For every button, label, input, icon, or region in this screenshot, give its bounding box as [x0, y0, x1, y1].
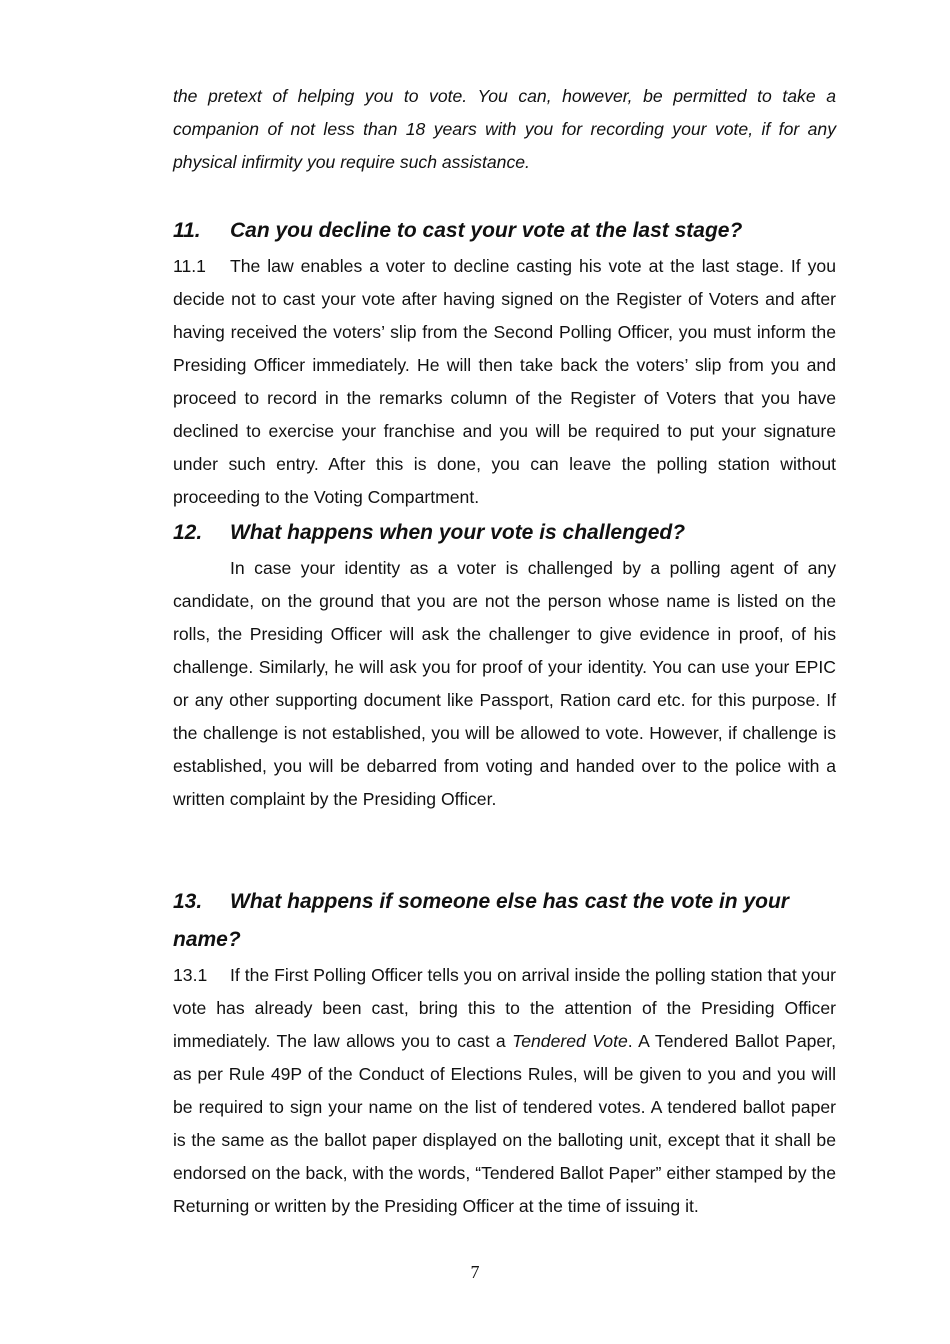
- section-12-paragraph: In case your identity as a voter is challenged by a polling agent of any candidate, on the ground that you are not the person whose name is listed on the rolls, the Presiding Officer will ask the challenger to give evidence in proof, of his challenge. Similarly, he will ask you for proof of your identity. You can use your EPIC or any other supporting document like Passport, Ration card etc. for this purpose. If the challenge is not established, you will be allowed to vote. However, if challenge is established, you will be debarred from voting and handed over to the police with a written complaint by the Presiding Officer.: [173, 558, 836, 809]
- section-12-number: 12.: [173, 521, 203, 544]
- page-number: 7: [470, 1262, 480, 1282]
- intro-section: [173, 80, 836, 179]
- section-12-title: What happens when your vote is challenged?: [230, 521, 686, 544]
- section-13: [173, 883, 836, 1223]
- section-13-title: What happens if someone else has cast the vote in your name?: [173, 890, 789, 951]
- section-11-heading: [173, 212, 836, 250]
- tendered-vote-term: Tendered Vote: [512, 1031, 628, 1051]
- section-12-heading: [173, 514, 836, 552]
- section-12: [173, 514, 836, 816]
- section-11-subnumber: 11.1: [173, 256, 206, 276]
- section-11-number: 11.: [173, 219, 201, 242]
- section-11-paragraph: [173, 250, 836, 514]
- section-11-text: The law enables a voter to decline casting his vote at the last stage. If you decide not to cast your vote after having signed on the Register of Voters and after having received the voters’ slip from the Second Polling Officer, you must inform the Presiding Officer immediately. He will then take back the voters’ slip from you and proceed to record in the remarks column of the Register of Voters that you have declined to exercise your franchise and you will be required to put your signature under such entry. After this is done, you can leave the polling station without proceeding to the Voting Compartment.: [173, 256, 836, 507]
- section-13-heading: [173, 883, 836, 959]
- section-13-text-after: . A Tendered Ballot Paper, as per Rule 49P of the Conduct of Elections Rules, will be given to you and you will be required to sign your name on the list of tendered votes. A tendered ballot paper is the same as the ballot paper displayed on the balloting unit, except that it shall be endorsed on the back, with the words, “Tendered Ballot Paper” either stamped by the Returning or written by the Presiding Officer at the time of issuing it.: [173, 1031, 836, 1216]
- section-11: [173, 212, 836, 514]
- section-11-title: Can you decline to cast your vote at the last stage?: [230, 219, 743, 242]
- section-13-subnumber: 13.1: [173, 965, 208, 985]
- intro-paragraph: the pretext of helping you to vote. You can, however, be permitted to take a companion of not less than 18 years with you for recording your vote, if for any physical infirmity you require such assistance.: [173, 86, 836, 172]
- section-13-number: 13.: [173, 890, 203, 913]
- section-13-text-before: If the First Polling Officer tells you on arrival inside the polling station that your vote has already been cast, bring this to the attention of the Presiding Officer immediately. The law allows you to cast a: [173, 965, 836, 1051]
- section-13-paragraph: [173, 959, 836, 1223]
